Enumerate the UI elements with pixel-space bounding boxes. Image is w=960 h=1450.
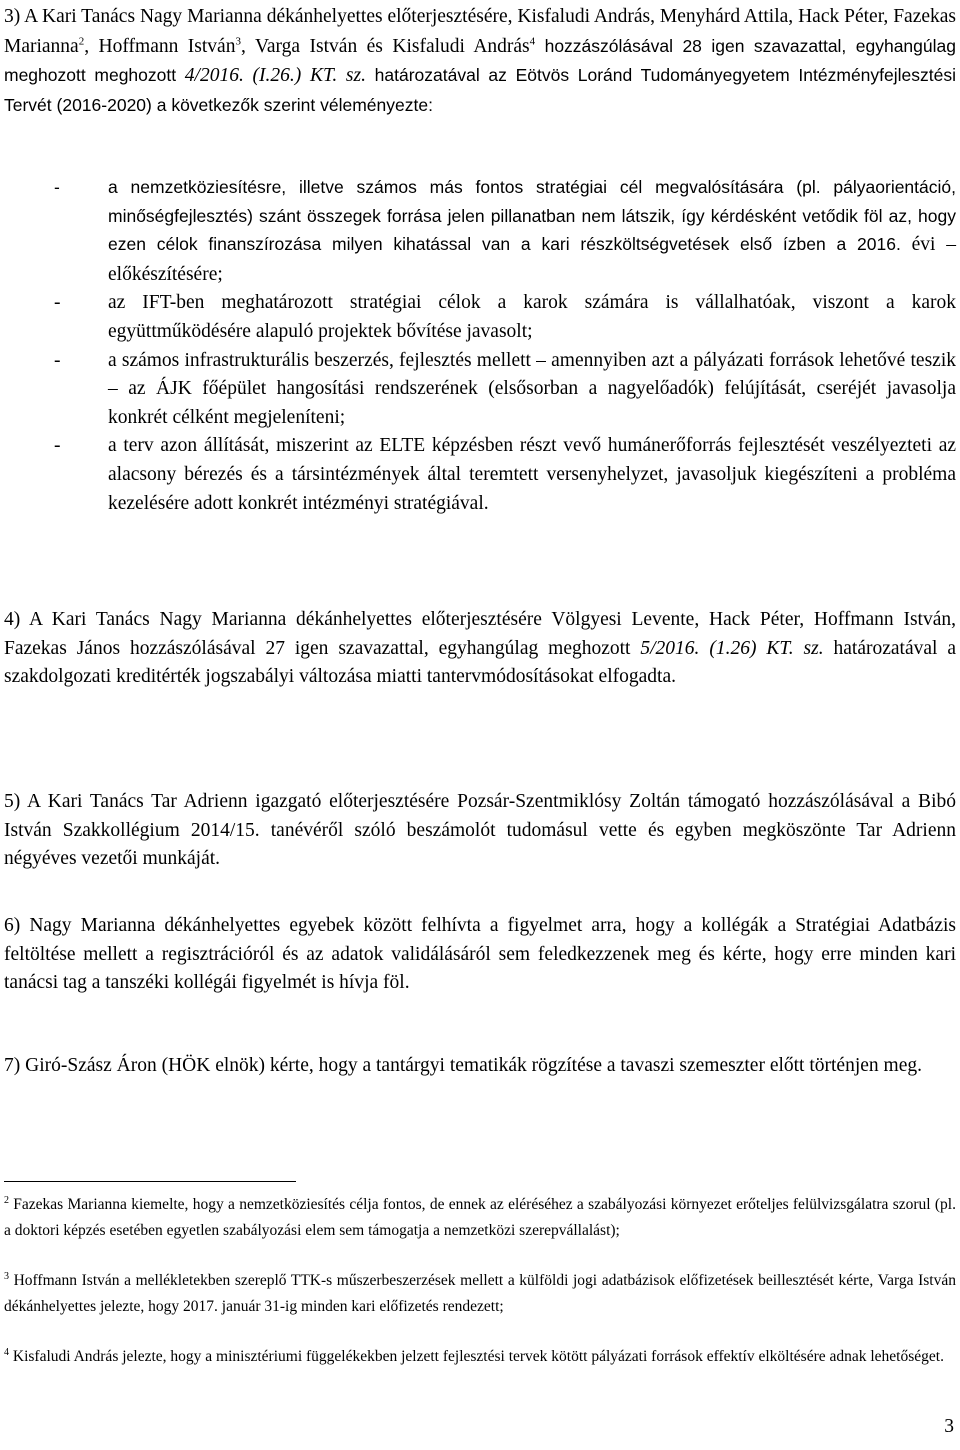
footnote-divider [4,1181,296,1182]
item-4-rest: határozatával a szakdolgozati kreditérték jogszabályi változása miatti tantervmódosításokat elfogadta. [4,637,956,688]
resolution-reference: 5/2016. (1.26) KT. sz. [640,637,824,659]
bullet-dash: - [54,435,61,457]
footnote-3 [4,1268,956,1319]
list-item [4,347,956,433]
footnote-ref-4[interactable]: 4 [529,35,536,48]
bullet-dash: - [54,349,61,371]
opinion-bullet-list [4,173,956,518]
item-4-paragraph [4,606,956,692]
list-item-text: a nemzetköziesítésre, illetve számos más fontos stratégiai cél megvalósítására (pl. pályaorientáció, minőségfejlesztés) szánt összegek forrása jelen pillanatban nem látszik, így kérdésként vetődik föl az, hogy ezen célok finanszírozása milyen kihatással van a kari részköltségvetések első ízben a 2016. [108,177,956,255]
footnote-ref-3[interactable]: 3 [235,35,241,48]
footnote-4 [4,1344,956,1370]
list-item-text: az IFT-ben meghatározott stratégiai célok a karok számára is vállalhatóak, viszont a karok együttműködésére alapuló projektek bővítése javasolt; [108,292,956,342]
footnote-number: 4 [4,1346,9,1358]
list-item [4,173,956,289]
footnote-ref-2[interactable]: 2 [78,35,85,48]
footnote-text: Fazekas Marianna kiemelte, hogy a nemzetköziesítés célja fontos, de ennek az eléréséhez a szabályozási környezet erőteljes felülvizsgálatra szorul (pl. a doktori képzés esetében egyetlen szabályozási elem sem támogatja a nemzetközi szerepvállalást); [4,1196,956,1239]
list-item-text-end: évi – előkészítésére; [108,234,956,285]
resolution-reference: 4/2016. (I.26.) KT. sz. [184,65,366,87]
item-3-paragraph [4,3,956,120]
item-7-paragraph: 7) Giró-Szász Áron (HÖK elnök) kérte, hogy a tantárgyi tematikák rögzítése a tavaszi szemeszter előtt történjen meg. [4,1055,922,1076]
bullet-dash: - [54,177,60,197]
footnote-text: Kisfaludi András jelezte, hogy a minisztériumi függelékekben jelzett fejlesztési tervek kötött pályázati források effektív elköltésére adnak lehetőséget. [12,1348,944,1365]
bullet-dash: - [54,292,61,314]
footnote-2 [4,1192,956,1243]
item-3-lead: 3) A Kari Tanács Nagy Marianna dékánhelyettes előterjesztésére, Kisfaludi András, Menyhárd Attila, Hack Péter, Fazekas Marianna [4,6,956,57]
item-4-lead: 4) A Kari Tanács Nagy Marianna dékánhelyettes előterjesztésére Völgyesi Levente, Hack Péter, Hoffmann István, Fazekas János hozzászólásával 27 igen szavazattal, egyhangúlag meghozott [4,609,956,659]
list-item [4,289,956,346]
footnote-number: 3 [4,1270,9,1282]
footnote-number: 2 [4,1194,9,1206]
item-3-text-b: , Varga István és Kisfaludi András [240,35,530,57]
list-item-text: a számos infrastrukturális beszerzés, fejlesztés mellett – amennyiben azt a pályázati források lehetővé teszik – az ÁJK főépület hangosítási rendszerének (elsősorban a nagyelőadók) felújítását, cseréjét javasolja konkrét célként megjeleníteni; [108,349,956,428]
item-5-paragraph: 5) A Kari Tanács Tar Adrienn igazgató előterjesztésére Pozsár-Szentmiklósy Zoltán támogató hozzászólásával a Bibó István Szakkollégium 2014/15. tanévéről szóló beszámolót tudomásul vette és egyben megköszönte Tar Adrienn négyéves vezetői munkáját. [4,791,956,870]
item-3-text-c: hozzászólásával 28 igen szavazattal, egyhangúlag meghozott meghozott [4,35,956,86]
footnote-text: Hoffmann István a mellékletekben szereplő TTK-s műszerbeszerzések mellett a külföldi jogi adatbázisok előfizetések beillesztését kérte, Varga István dékánhelyettes jelezte, hogy 2017. január 31-ig minden kari előfizetés rendezett; [4,1272,956,1315]
list-item [4,432,956,518]
list-item-text: a terv azon állítását, miszerint az ELTE képzésben részt vevő humánerőforrás fejlesztését veszélyezteti az alacsony bérezés és a társintézmények által teremtett versenyhelyzet, javasoljuk kiegészíteni a probléma kezelésére adott konkrét intézményi stratégiával. [108,435,956,514]
item-3-text-d: határozatával az Eötvös Loránd Tudományegyetem Intézményfejlesztési Tervét (2016-2020) a következők szerint véleményezte: [4,65,957,115]
page-number: 3 [944,1416,954,1437]
item-6-paragraph: 6) Nagy Marianna dékánhelyettes egyebek között felhívta a figyelmet arra, hogy a kollégák a Stratégiai Adatbázis feltöltése mellett a regisztrációról és az adatok validálásáról sem feledkezzenek meg és kérte, hogy erre minden kari tanácsi tag a tanszéki kollégái figyelmét is hívja föl. [4,915,956,994]
item-3-text-a: , Hoffmann István [84,35,236,57]
